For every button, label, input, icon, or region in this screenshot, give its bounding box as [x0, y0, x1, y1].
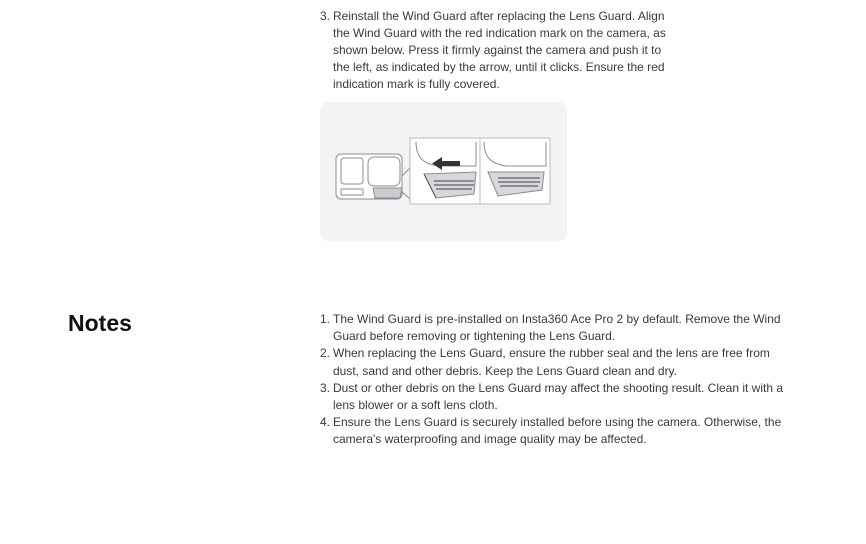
notes-list: [320, 311, 790, 449]
camera-overview-drawing: [336, 154, 416, 204]
notes-heading: Notes: [68, 310, 132, 336]
note-text: The Wind Guard is pre-installed on Insta360 Ace Pro 2 by default. Remove the Wind Guard before removing or tightening the Lens Guard.: [333, 312, 781, 344]
note-number: 1.: [320, 312, 331, 326]
note-text: Dust or other debris on the Lens Guard may affect the shooting result. Clean it with a lens blower or a soft lens cloth.: [333, 380, 784, 413]
note-number: 3.: [320, 380, 331, 395]
note-number: 4.: [320, 415, 331, 430]
wind-guard-closeup-after: [480, 138, 550, 204]
note-item: [320, 414, 790, 448]
step-number: 3.: [320, 9, 331, 23]
note-item: [320, 345, 790, 379]
wind-guard-installation-illustration: [320, 102, 567, 241]
note-number: 2.: [320, 346, 331, 361]
instruction-step-3: [320, 8, 680, 93]
step-text: Reinstall the Wind Guard after replacing the Lens Guard. Align the Wind Guard with the red indication mark on the camera, as shown below. Press it firmly against the camera and push it to the left, as indicated by the arrow, until it clicks. Ensure the red indication mark is fully covered.: [333, 9, 666, 91]
note-text: Ensure the Lens Guard is securely installed before using the camera. Otherwise, the camera's waterproofing and image quality may be affected.: [333, 415, 782, 447]
wind-guard-closeup-before: [410, 138, 480, 204]
note-text: When replacing the Lens Guard, ensure the rubber seal and the lens are free from dust, sand and other debris. Keep the Lens Guard clean and dry.: [333, 346, 770, 378]
note-item: [320, 380, 790, 414]
note-item: [320, 311, 790, 345]
